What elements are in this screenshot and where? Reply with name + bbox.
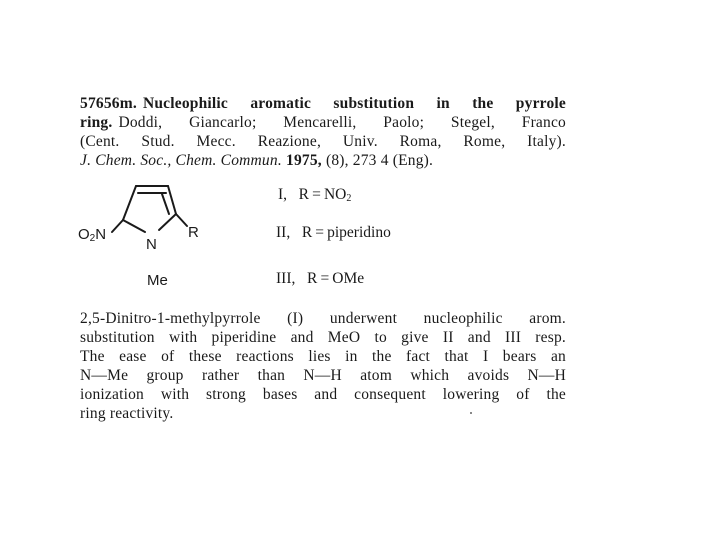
- issue-pages: (8), 273 4 (Eng).: [325, 152, 434, 169]
- journal-name: J. Chem. Soc., Chem. Commun.: [80, 152, 282, 169]
- affiliation: (Cent. Stud. Mecc. Reazione, Univ. Roma, Rome, Italy).: [80, 133, 566, 150]
- bond-c5-n: [159, 214, 176, 230]
- compound-II-label: II, R = piperidino: [276, 224, 391, 241]
- authors: Doddi, Giancarlo; Mencarelli, Paolo; Stegel, Franco: [118, 114, 566, 131]
- body-line-6: ring reactivity.: [80, 405, 174, 422]
- r-group: R: [188, 224, 199, 241]
- bond-c2-no2: [112, 220, 123, 232]
- body-line-5: ionization with strong bases and consequent lowering of the: [80, 386, 566, 403]
- n-methyl: Me: [147, 272, 168, 289]
- title-part-2: ring.: [80, 114, 113, 131]
- title-part-1: Nucleophilic aromatic substitution in the pyrrole: [142, 95, 566, 112]
- compound-I-label: I, $R = NO_2$: [278, 186, 352, 204]
- compound-III-label: III, R = OMe: [276, 270, 365, 287]
- bond-c2-n: [123, 220, 145, 232]
- bond-c4-c5-inner: [162, 194, 169, 214]
- scan-speck: [470, 412, 472, 414]
- body-line-4: N—Me group rather than N—H atom which avoids N—H: [80, 367, 566, 384]
- body-line-1: 2,5-Dinitro-1-methylpyrrole (I) underwent nucleophilic arom.: [80, 310, 566, 327]
- bond-c2-c3: [123, 186, 136, 220]
- bond-c5-r: [176, 214, 187, 226]
- body-line-3: The ease of these reactions lies in the fact that I bears an: [80, 348, 566, 365]
- body-line-2: substitution with piperidine and MeO to give II and III resp.: [80, 329, 566, 346]
- journal-year: 1975,: [286, 152, 322, 169]
- abstract-number: 57656m.: [80, 95, 137, 112]
- bond-c4-c5: [168, 186, 176, 214]
- ring-nitrogen: N: [146, 236, 157, 253]
- no2-substituent: $O_2N$: [78, 226, 107, 244]
- abstract-body: [80, 309, 566, 423]
